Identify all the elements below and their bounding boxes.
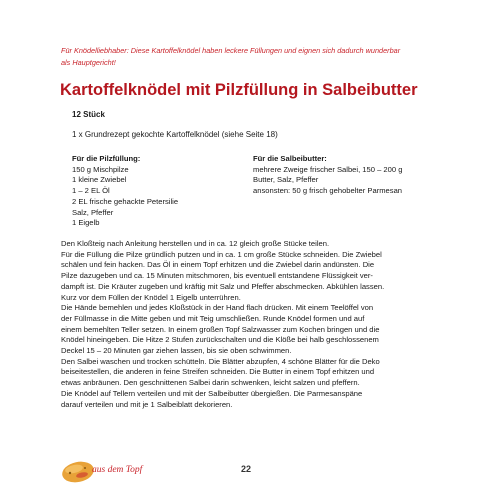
instruction-line: dampft ist. Die Kräuter zugeben und kräftig mit Salz und Pfeffer abschmecken. Abkühlen lassen. — [61, 281, 385, 291]
ingredient-item: Salz, Pfeffer — [72, 207, 114, 217]
ingredient-item: 2 EL frische gehackte Petersilie — [72, 196, 179, 206]
ingredient-item: 150 g Mischpilze — [72, 164, 129, 174]
instruction-line: Den Kloßteig nach Anleitung herstellen und in ca. 12 gleich große Stücke teilen. — [61, 239, 330, 248]
intro-line: als Hauptgericht! — [61, 58, 116, 67]
butter-heading: Für die Salbeibutter: — [253, 154, 327, 163]
ingredient-item: 1 Eigelb — [72, 218, 100, 228]
footer-series-title: aus dem Topf — [92, 465, 143, 475]
instruction-line: Deckel 15 – 20 Minuten gar ziehen lassen, bis sie oben schwimmen. — [61, 346, 292, 356]
ingredient-item: 1 – 2 EL Öl — [72, 186, 110, 196]
recipe-title: Kartoffelknödel mit Pilzfüllung in Salbeibutter — [60, 81, 418, 99]
instructions — [61, 239, 471, 410]
recipe-yield: 12 Stück — [72, 110, 105, 119]
instruction-line: Knödel hineingeben. Die Hitze 2 Stufen zurückschalten und die Klöße bei halb geschlossenem — [61, 335, 379, 345]
instruction-line: der Füllmasse in die Mitte geben und mit Teig umschließen. Runde Knödel formen und auf — [61, 313, 365, 323]
filling-heading: Für die Pilzfüllung: — [72, 154, 141, 163]
page-number: 22 — [241, 464, 252, 474]
instruction-line: Die Hände bemehlen und jedes Kloßstück in der Hand flach drücken. Mit einem Teelöffel von — [61, 303, 374, 313]
butter-ingredients — [253, 154, 453, 197]
instruction-line: Für die Füllung die Pilze gründlich putzen und in ca. 1 cm große Stücke schneiden. Die Zwiebel — [61, 249, 382, 259]
ingredient-item: ansonsten: 50 g frisch gehobelter Parmesan — [253, 186, 403, 196]
instruction-line: darauf verteilen und mit je 1 Salbeiblatt dekorieren. — [61, 399, 233, 409]
base-recipe-line: 1 x Grundrezept gekochte Kartoffelknödel (siehe Seite 18) — [72, 130, 278, 139]
intro-line: Für Knödelliebhaber: Diese Kartoffelknödel haben leckere Füllungen und eignen sich dadurch wunderbar — [61, 46, 401, 55]
filling-ingredients — [72, 154, 242, 229]
instruction-line: etwas anbräunen. Den geschnittenen Salbei darin schwenken, leicht salzen und pfeffern. — [61, 378, 360, 388]
instruction-line: Kurz vor dem Füllen der Knödel 1 Eigelb unterrühren. — [61, 292, 241, 302]
instruction-line: Den Salbei waschen und trocken schütteln. Die Blätter abzupfen, 4 schöne Blätter für die Deko — [61, 356, 380, 366]
ingredient-item: 1 kleine Zwiebel — [72, 175, 127, 185]
ingredient-item: mehrere Zweige frischer Salbei, 150 – 200 g — [253, 164, 403, 174]
instruction-line: beiseitestellen, die anderen in feine Streifen schneiden. Die Butter in einem Topf erhitzen und — [61, 367, 375, 377]
instruction-line: schälen und fein hacken. Das Öl in einem Topf erhitzen und die Zwiebel darin andünsten. Die — [61, 260, 375, 270]
instruction-line: einem bemehlten Teller setzen. In einem großen Topf Salzwasser zum Kochen bringen und die — [61, 324, 380, 334]
intro-text — [61, 45, 461, 69]
instruction-line: Pilze dazugeben und ca. 15 Minuten mitschmoren, bis eventuell entstandene Flüssigkeit ver- — [61, 271, 373, 281]
instruction-line: Die Knödel auf Tellern verteilen und mit der Salbeibutter übergießen. Die Parmesanspäne — [61, 388, 363, 398]
ingredient-item: Butter, Salz, Pfeffer — [253, 175, 319, 185]
